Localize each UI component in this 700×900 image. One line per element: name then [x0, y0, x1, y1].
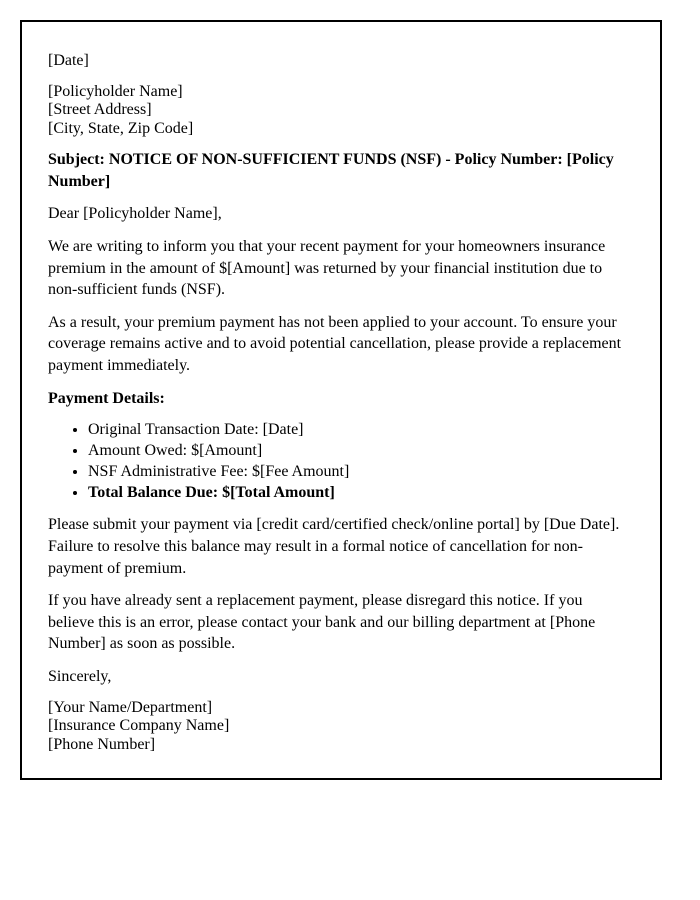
list-item-transaction-date: • Original Transaction Date: [Date] [88, 420, 628, 441]
list-item-total-balance-due: • Total Balance Due: $[Total Amount] [88, 483, 628, 504]
closing: Sincerely, [48, 667, 112, 685]
nsf-notice-letter-document [20, 20, 662, 780]
paragraph-disregard-or-error: If you have already sent a replacement payment, please disregard this notice. If you believe this is an error, please contact your bank and our billing department at [Phone Number] as soon as possible. [48, 592, 596, 653]
paragraph-result-replacement: As a result, your premium payment has not been applied to your account. To ensure your coverage remains active and to avoid potential cancellation, please provide a replacement payment immediately. [48, 313, 622, 374]
signature-phone-number: [Phone Number] [48, 735, 156, 753]
payment-details-list [48, 420, 628, 503]
signature-block [48, 699, 628, 755]
recipient-name: [Policyholder Name] [48, 82, 183, 100]
subject-line: Subject: NOTICE OF NON-SUFFICIENT FUNDS (NSF) - Policy Number: [Policy Number] [48, 151, 614, 190]
recipient-address-block [48, 83, 628, 139]
date-line: [Date] [48, 52, 89, 69]
salutation: Dear [Policyholder Name], [48, 205, 222, 223]
recipient-street-address: [Street Address] [48, 101, 152, 119]
list-item-nsf-fee: • NSF Administrative Fee: $[Fee Amount] [88, 462, 628, 483]
payment-details-heading: Payment Details: [48, 389, 165, 407]
signature-name-department: [Your Name/Department] [48, 698, 213, 716]
paragraph-intro-nsf: We are writing to inform you that your recent payment for your homeowners insurance premium in the amount of $[Amount] was returned by your financial institution due to non-sufficient funds (NSF). [48, 238, 606, 299]
signature-company-name: [Insurance Company Name] [48, 717, 230, 735]
paragraph-payment-instructions: Please submit your payment via [credit card/certified check/online portal] by [Due Date]. Failure to resolve this balance may result in a formal notice of cancellation for non-payment of premium. [48, 516, 620, 577]
list-item-amount-owed: • Amount Owed: $[Amount] [88, 441, 628, 462]
recipient-city-state-zip: [City, State, Zip Code] [48, 119, 194, 137]
